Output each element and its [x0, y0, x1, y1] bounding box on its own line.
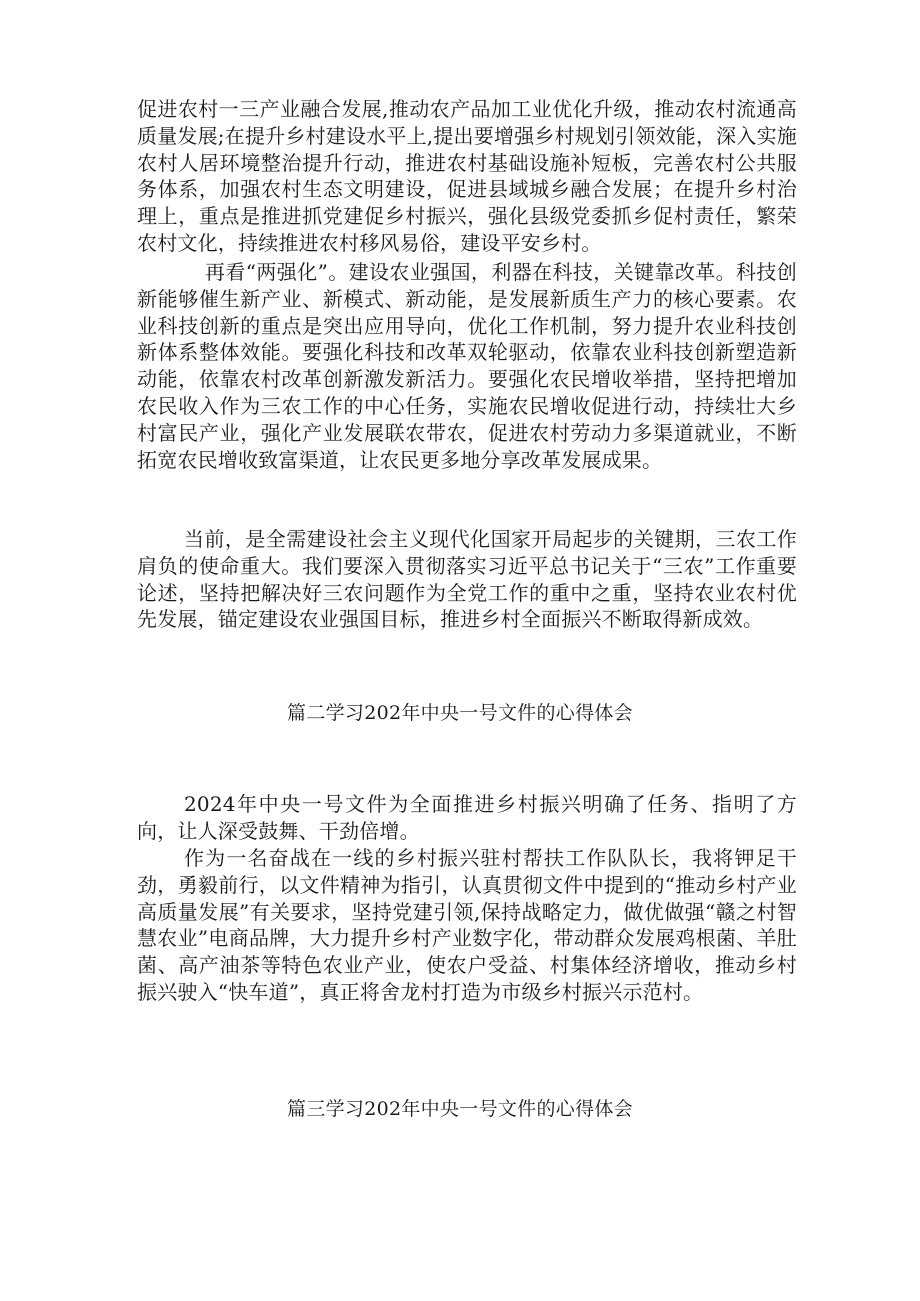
- paragraph-intro-2024-document: 2024年中央一号文件为全面推进乡村振兴明确了任务、指明了方向，让人深受鼓舞、干劲倍增。: [137, 792, 797, 843]
- section-heading-part-two: 篇二学习202年中央一号文件的心得体会: [287, 702, 633, 724]
- section-heading-part-three: 篇三学习202年中央一号文件的心得体会: [287, 1098, 633, 1120]
- paragraph-rural-development-continuation: 促进农村一三产业融合发展,推动农产品加工业优化升级，推动农村流通高质量发展;在提升乡村建设水平上,提出要增强乡村规划引领效能，深入实施农村人居环境整治提升行动，推进农村基础设施补短板，完善农村公共服务体系，加强农村生态文明建设，促进县域城乡融合发展；在提升乡村治理上，重点是推进抓党建促乡村振兴，强化县级党委抓乡促村责任，繁荣农村文化，持续推进农村移风易俗，建设平安乡村。: [137, 97, 797, 255]
- paragraph-conclusion: 当前，是全需建设社会主义现代化国家开局起步的关键期，三农工作肩负的使命重大。我们要深入贯彻落实习近平总书记关于“三农”工作重要论述，坚持把解决好三农问题作为全党工作的重中之重，坚持农业农村优先发展，锚定建设农业强国目标，推进乡村全面振兴不断取得新成效。: [137, 527, 797, 632]
- paragraph-work-team-commitment: 作为一名奋战在一线的乡村振兴驻村帮扶工作队队长，我将钾足干劲，勇毅前行，以文件精神为指引，认真贯彻文件中提到的“推动乡村产业高质量发展”有关要求，坚持党建引领,保持战略定力，做优做强“赣之村智慧农业”电商品牌，大力提升乡村产业数字化，带动群众发展鸡根菌、羊肚菌、高产油茶等特色农业产业，使农户受益、村集体经济增收，推动乡村振兴驶入“快车道”，真正将舍龙村打造为市级乡村振兴示范村。: [137, 846, 797, 1004]
- paragraph-two-strengthen: 再看“两强化”。建设农业强国，利器在科技，关键靠改革。科技创新能够催生新产业、新模式、新动能，是发展新质生产力的核心要素。农业科技创新的重点是突出应用导向，优化工作机制，努力提升农业科技创新体系整体效能。要强化科技和改革双轮驱动，依靠农业科技创新塑造新动能，依靠农村改革创新激发新活力。要强化农民增收举措，坚持把增加农民收入作为三农工作的中心任务，实施农民增收促进行动，持续壮大乡村富民产业，强化产业发展联农带农，促进农村劳动力多渠道就业，不断拓宽农民增收致富渠道，让农民更多地分享改革发展成果。: [137, 260, 797, 472]
